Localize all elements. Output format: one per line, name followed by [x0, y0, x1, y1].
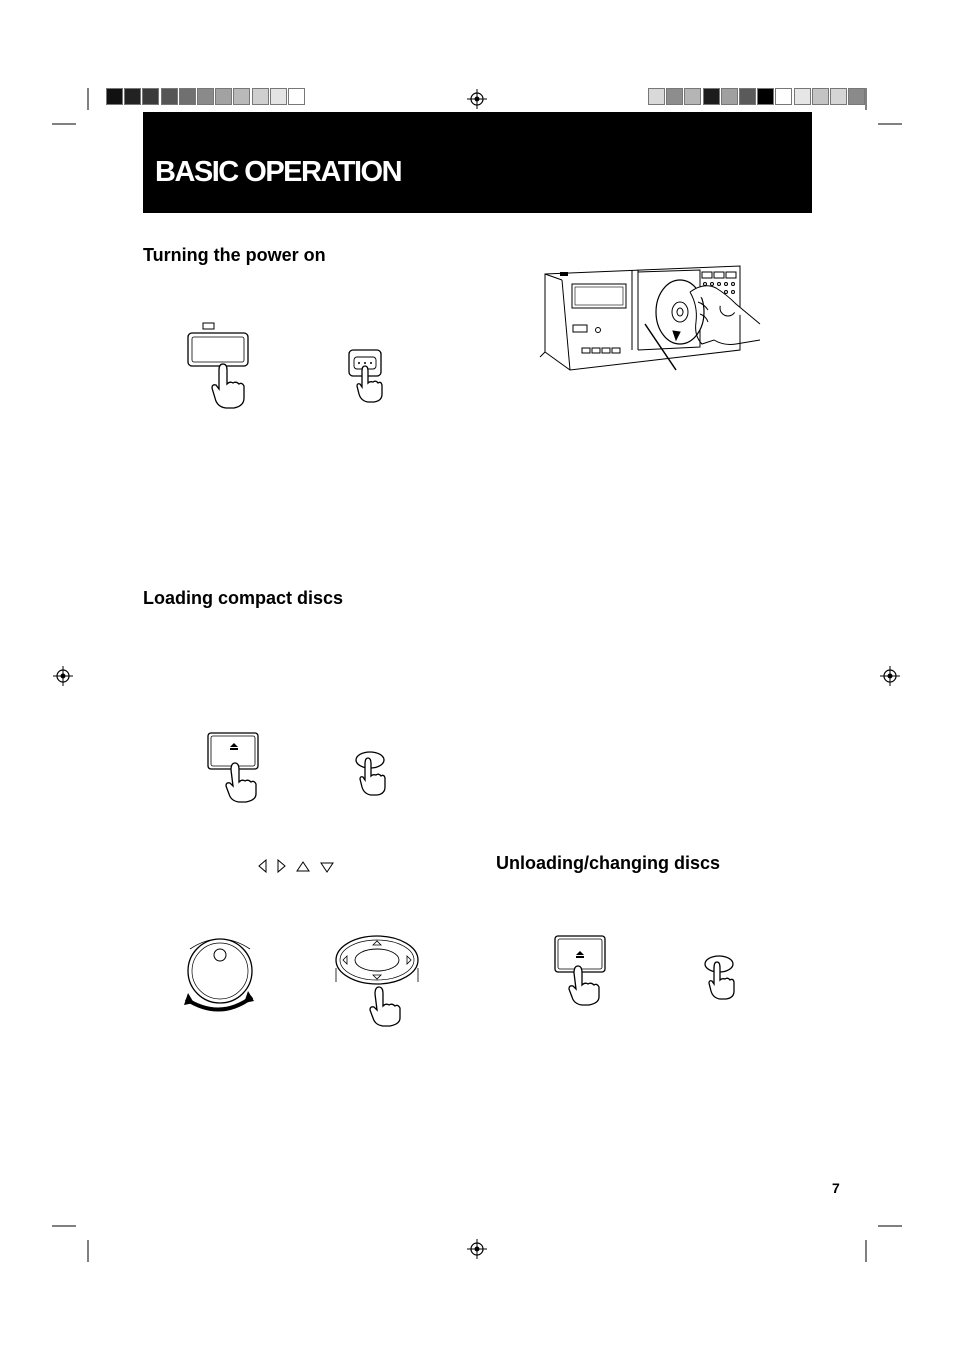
color-swatch [161, 88, 178, 105]
color-swatch [830, 88, 847, 105]
remote-open-button-icon [353, 748, 413, 808]
heading-power-on: Turning the power on [143, 245, 326, 265]
registration-mark-bottom-icon [467, 1239, 487, 1259]
color-swatch [739, 88, 756, 105]
color-swatch [666, 88, 683, 105]
color-swatch [233, 88, 250, 105]
registration-mark-left-icon [53, 666, 73, 686]
registration-mark-top-icon [467, 89, 487, 109]
color-swatch [684, 88, 701, 105]
cd-changer-icon [540, 262, 770, 372]
color-swatch [197, 88, 214, 105]
color-swatch [252, 88, 269, 105]
registration-mark-right-icon [880, 666, 900, 686]
jog-dial-icon [182, 935, 262, 1025]
remote-power-button-icon [346, 345, 406, 405]
color-swatch [648, 88, 665, 105]
eject-button-unload-icon [552, 933, 622, 1003]
color-swatch [124, 88, 141, 105]
heading-loading-discs: Loading compact discs [143, 588, 344, 608]
color-swatch [794, 88, 811, 105]
color-swatch [848, 88, 865, 105]
color-swatch [721, 88, 738, 105]
color-swatch [270, 88, 287, 105]
color-swatch [288, 88, 305, 105]
color-swatch [775, 88, 792, 105]
color-swatch [757, 88, 774, 105]
eject-button-icon [205, 730, 275, 800]
color-swatch [179, 88, 196, 105]
page-title: BASIC OPERATION [155, 156, 402, 188]
color-swatch [215, 88, 232, 105]
color-swatch [142, 88, 159, 105]
color-swatch [812, 88, 829, 105]
cursor-arrow-icons [256, 858, 336, 874]
cursor-pad-icon [333, 932, 423, 1027]
color-swatch [106, 88, 123, 105]
section-title-bar [143, 112, 812, 213]
power-button-icon [185, 318, 265, 408]
page-number: 7 [832, 1180, 840, 1196]
heading-unloading-discs: Unloading/changing discs [496, 853, 721, 873]
remote-open-button-unload-icon [702, 952, 762, 1012]
color-swatch [703, 88, 720, 105]
